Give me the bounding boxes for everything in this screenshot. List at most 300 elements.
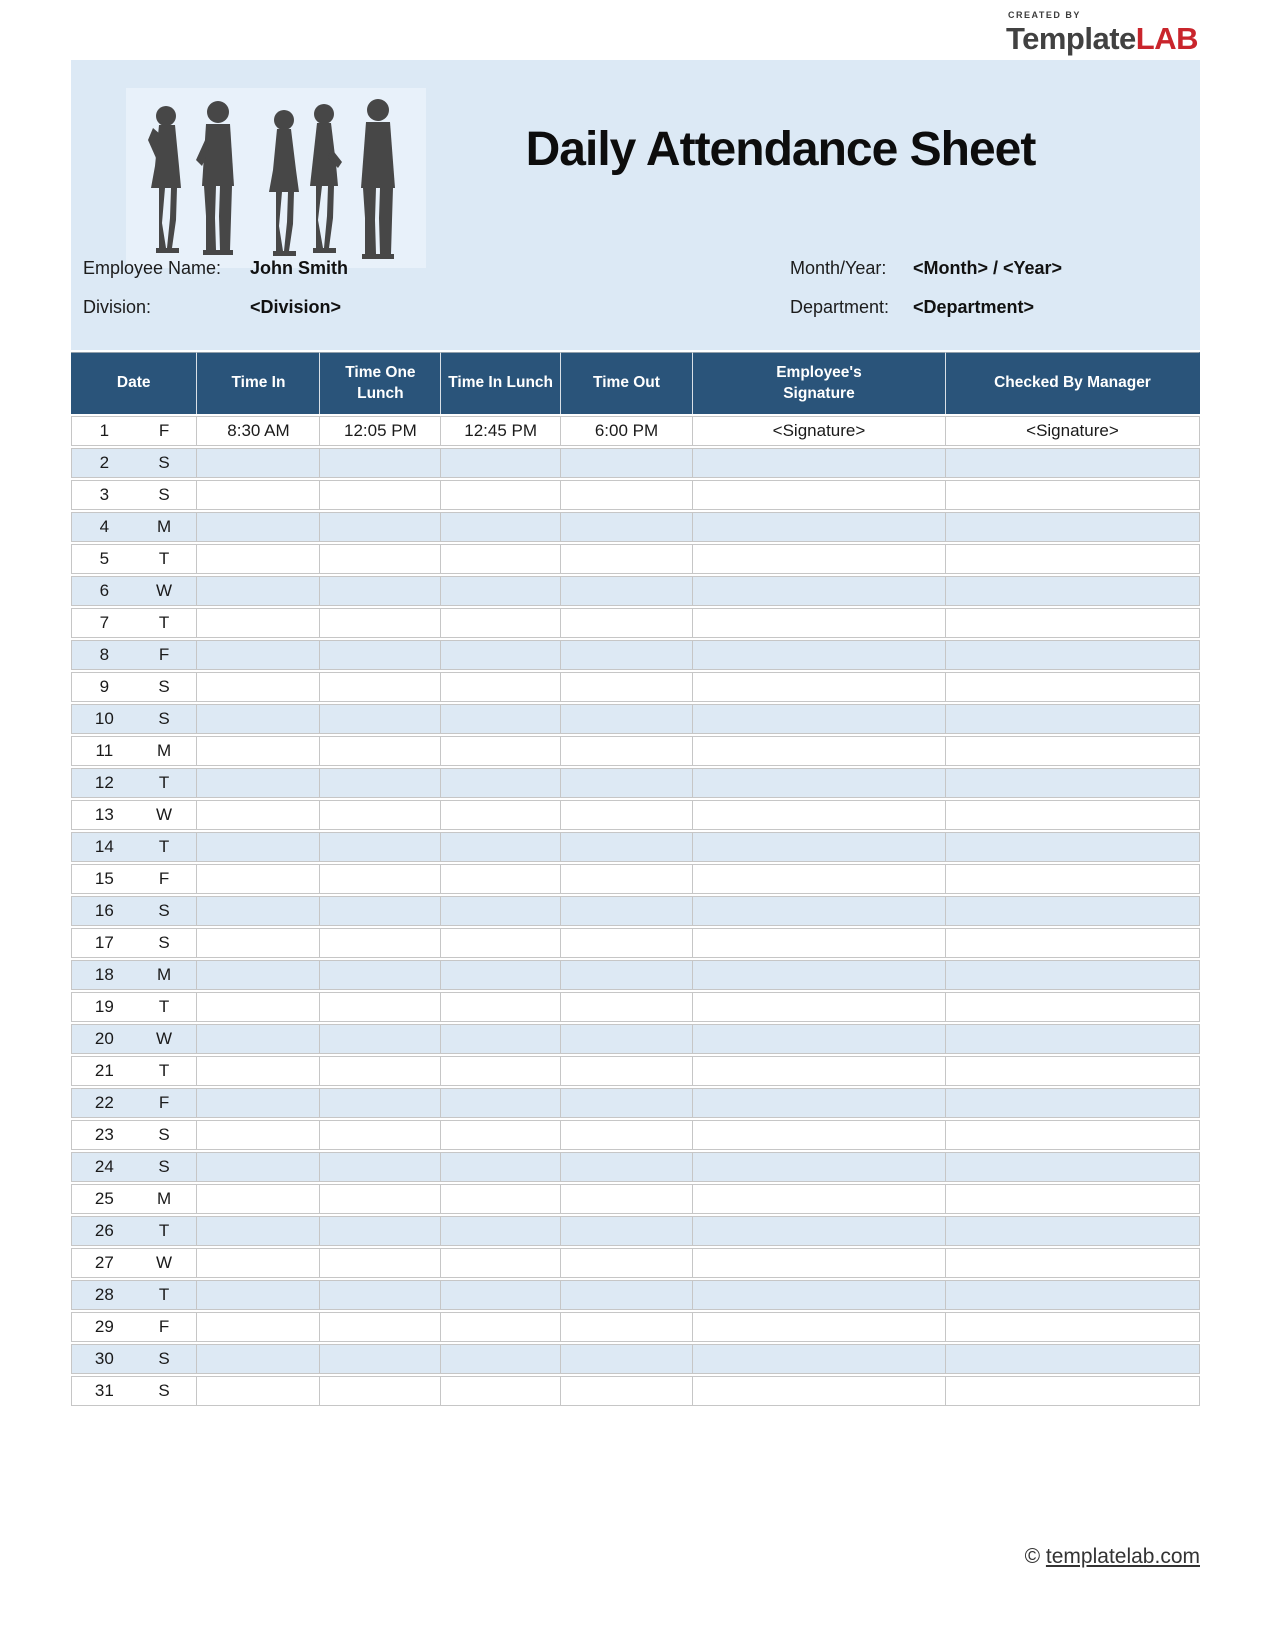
date-cell: [71, 416, 197, 446]
time-one-lunch-cell: [320, 864, 441, 894]
day-letter: T: [158, 549, 170, 568]
time-in-lunch-cell: [441, 448, 561, 478]
time-one-lunch-cell: [320, 480, 441, 510]
time-in-cell: [197, 544, 320, 574]
day-letter: M: [156, 965, 172, 984]
table-row: [71, 896, 1200, 926]
table-row: [71, 736, 1200, 766]
time-out-cell: [561, 832, 693, 862]
time-in-lunch-cell: [441, 1312, 561, 1342]
day-letter: S: [158, 933, 170, 952]
employee-signature-cell: [693, 448, 946, 478]
date-cell: [71, 1120, 197, 1150]
employee-signature-cell: [693, 800, 946, 830]
employee-signature-cell: [693, 672, 946, 702]
time-out-cell: [561, 992, 693, 1022]
employee-signature-cell: [693, 928, 946, 958]
template-lab-logo[interactable]: [1006, 10, 1198, 57]
employee-signature-cell: [693, 1280, 946, 1310]
day-number: 25: [94, 1189, 114, 1208]
employee-signature-cell: [693, 608, 946, 638]
time-out-cell: [561, 1184, 693, 1214]
day-letter: T: [158, 1061, 170, 1080]
day-number: 31: [94, 1381, 114, 1400]
day-letter: F: [158, 645, 170, 664]
time-in-lunch-cell: [441, 1376, 561, 1406]
time-one-lunch-cell: [320, 1248, 441, 1278]
day-number: 2: [99, 453, 110, 472]
date-cell: [71, 1056, 197, 1086]
day-number: 15: [94, 869, 114, 888]
day-number: 10: [94, 709, 114, 728]
checked-by-manager-cell: [946, 1376, 1200, 1406]
time-out-cell: [561, 448, 693, 478]
time-in-cell: [197, 480, 320, 510]
time-out-cell: [561, 1120, 693, 1150]
time-in-lunch-cell: [441, 1088, 561, 1118]
page-title: Daily Attendance Sheet: [525, 123, 1036, 176]
date-cell: [71, 768, 197, 798]
checked-by-manager-cell: [946, 1120, 1200, 1150]
header-band: [71, 60, 1200, 350]
time-in-cell: [197, 800, 320, 830]
time-out-cell: [561, 576, 693, 606]
table-row: [71, 1344, 1200, 1374]
time-in-lunch-cell: [441, 832, 561, 862]
time-in-lunch-cell: [441, 1216, 561, 1246]
col-header-time-out: Time Out: [561, 352, 693, 414]
time-one-lunch-cell: [320, 896, 441, 926]
day-letter: T: [158, 1221, 170, 1240]
date-cell: [71, 672, 197, 702]
table-row: [71, 640, 1200, 670]
employee-signature-cell: [693, 1184, 946, 1214]
employee-signature-cell: [693, 1152, 946, 1182]
day-letter: M: [156, 1189, 172, 1208]
checked-by-manager-cell: [946, 1344, 1200, 1374]
checked-by-manager-cell: [946, 1280, 1200, 1310]
day-letter: S: [158, 1157, 170, 1176]
templatelab-link[interactable]: templatelab.com: [1045, 1545, 1200, 1568]
time-out-cell: [561, 1152, 693, 1182]
time-out-cell: [561, 1024, 693, 1054]
checked-by-manager-cell: [946, 640, 1200, 670]
date-cell: [71, 512, 197, 542]
table-header-row: [71, 352, 1200, 414]
time-one-lunch-cell: [320, 1088, 441, 1118]
time-one-lunch-cell: [320, 1216, 441, 1246]
checked-by-manager-cell: [946, 1248, 1200, 1278]
time-in-cell: [197, 1088, 320, 1118]
col-header-checked-by-manager: Checked By Manager: [946, 352, 1200, 414]
day-letter: S: [158, 677, 170, 696]
day-number: 4: [99, 517, 110, 536]
time-in-cell: [197, 640, 320, 670]
table-row: [71, 544, 1200, 574]
table-row: [71, 480, 1200, 510]
checked-by-manager-cell: [946, 1216, 1200, 1246]
day-number: 26: [94, 1221, 114, 1240]
time-in-lunch-cell: 12:45 PM: [441, 416, 561, 446]
day-number: 18: [94, 965, 114, 984]
day-number: 28: [94, 1285, 114, 1304]
table-row: [71, 960, 1200, 990]
day-letter: S: [158, 709, 170, 728]
day-letter: S: [158, 453, 170, 472]
day-number: 24: [94, 1157, 114, 1176]
employee-signature-cell: [693, 480, 946, 510]
time-out-cell: [561, 1088, 693, 1118]
time-in-cell: [197, 768, 320, 798]
time-out-cell: [561, 1248, 693, 1278]
checked-by-manager-cell: [946, 1184, 1200, 1214]
time-one-lunch-cell: [320, 640, 441, 670]
time-in-lunch-cell: [441, 704, 561, 734]
date-cell: [71, 1216, 197, 1246]
day-number: 19: [94, 997, 114, 1016]
time-in-cell: [197, 1344, 320, 1374]
time-in-lunch-cell: [441, 1344, 561, 1374]
department-label: Department:: [790, 297, 890, 317]
time-out-cell: [561, 704, 693, 734]
employee-signature-cell: [693, 1056, 946, 1086]
day-number: 8: [99, 645, 110, 664]
day-number: 23: [94, 1125, 114, 1144]
time-one-lunch-cell: 12:05 PM: [320, 416, 441, 446]
employee-signature-cell: [693, 1088, 946, 1118]
date-cell: [71, 1248, 197, 1278]
table-row: [71, 1120, 1200, 1150]
time-one-lunch-cell: [320, 1280, 441, 1310]
table-row: [71, 768, 1200, 798]
month-year-value: <Month> / <Year>: [913, 258, 1063, 278]
time-out-cell: [561, 1280, 693, 1310]
checked-by-manager-cell: [946, 480, 1200, 510]
time-in-cell: [197, 1184, 320, 1214]
table-row: [71, 992, 1200, 1022]
time-in-lunch-cell: [441, 1056, 561, 1086]
day-letter: W: [156, 1029, 173, 1048]
day-letter: F: [158, 1093, 170, 1112]
employee-signature-cell: [693, 1312, 946, 1342]
brand-lab-text: LAB: [1135, 21, 1198, 56]
checked-by-manager-cell: [946, 832, 1200, 862]
time-in-lunch-cell: [441, 800, 561, 830]
time-one-lunch-cell: [320, 1184, 441, 1214]
day-letter: F: [158, 1317, 170, 1336]
col-header-time-in: Time In: [197, 352, 320, 414]
checked-by-manager-cell: [946, 672, 1200, 702]
col-header-employee-signature: Employee's Signature: [693, 352, 946, 414]
employee-signature-cell: [693, 512, 946, 542]
employee-signature-cell: [693, 1376, 946, 1406]
time-out-cell: [561, 896, 693, 926]
time-out-cell: [561, 768, 693, 798]
day-number: 21: [94, 1061, 114, 1080]
business-people-silhouettes-image: [126, 88, 426, 268]
date-cell: [71, 960, 197, 990]
day-letter: T: [158, 1285, 170, 1304]
time-out-cell: [561, 1312, 693, 1342]
employee-signature-cell: [693, 704, 946, 734]
day-letter: T: [158, 997, 170, 1016]
day-letter: S: [158, 1381, 170, 1400]
day-letter: T: [158, 837, 170, 856]
date-cell: [71, 864, 197, 894]
day-number: 1: [99, 421, 110, 440]
employee-info-section: [83, 258, 1188, 318]
day-number: 29: [94, 1317, 114, 1336]
checked-by-manager-cell: [946, 1056, 1200, 1086]
time-in-cell: [197, 960, 320, 990]
time-in-cell: [197, 928, 320, 958]
day-number: 14: [94, 837, 114, 856]
checked-by-manager-cell: [946, 864, 1200, 894]
employee-name-value: John Smith: [250, 258, 348, 278]
time-in-lunch-cell: [441, 928, 561, 958]
time-in-lunch-cell: [441, 1152, 561, 1182]
time-in-cell: [197, 736, 320, 766]
time-one-lunch-cell: [320, 832, 441, 862]
checked-by-manager-cell: [946, 1088, 1200, 1118]
checked-by-manager-cell: [946, 544, 1200, 574]
time-in-cell: 8:30 AM: [197, 416, 320, 446]
checked-by-manager-cell: [946, 608, 1200, 638]
employee-signature-cell: [693, 1344, 946, 1374]
copyright-symbol: ©: [1024, 1545, 1041, 1568]
checked-by-manager-cell: [946, 736, 1200, 766]
time-in-lunch-cell: [441, 1248, 561, 1278]
table-row: [71, 608, 1200, 638]
date-cell: [71, 736, 197, 766]
employee-signature-cell: [693, 896, 946, 926]
time-in-cell: [197, 832, 320, 862]
division-label: Division:: [83, 297, 152, 317]
day-letter: T: [158, 613, 170, 632]
employee-signature-cell: [693, 544, 946, 574]
table-row: [71, 416, 1200, 446]
time-out-cell: [561, 672, 693, 702]
employee-signature-cell: [693, 992, 946, 1022]
col-header-time-one-lunch: Time One Lunch: [320, 352, 441, 414]
date-cell: [71, 704, 197, 734]
division-value: <Division>: [250, 297, 342, 317]
date-cell: [71, 832, 197, 862]
time-in-cell: [197, 1312, 320, 1342]
table-row: [71, 1312, 1200, 1342]
time-out-cell: [561, 1216, 693, 1246]
time-in-lunch-cell: [441, 992, 561, 1022]
table-row: [71, 1088, 1200, 1118]
time-out-cell: [561, 544, 693, 574]
day-letter: S: [158, 485, 170, 504]
table-row: [71, 1280, 1200, 1310]
day-number: 5: [99, 549, 110, 568]
date-cell: [71, 1088, 197, 1118]
time-one-lunch-cell: [320, 992, 441, 1022]
time-in-cell: [197, 1152, 320, 1182]
date-cell: [71, 1312, 197, 1342]
day-letter: F: [158, 869, 170, 888]
date-cell: [71, 1024, 197, 1054]
time-in-cell: [197, 512, 320, 542]
table-row: [71, 1152, 1200, 1182]
day-letter: W: [156, 1253, 173, 1272]
table-row: [71, 928, 1200, 958]
date-cell: [71, 640, 197, 670]
day-number: 12: [94, 773, 114, 792]
brand-wordmark: [1006, 21, 1198, 56]
time-in-cell: [197, 1024, 320, 1054]
time-in-lunch-cell: [441, 1184, 561, 1214]
time-in-lunch-cell: [441, 608, 561, 638]
checked-by-manager-cell: [946, 448, 1200, 478]
table-row: [71, 1056, 1200, 1086]
time-in-cell: [197, 992, 320, 1022]
table-row: [71, 832, 1200, 862]
table-row: [71, 576, 1200, 606]
time-out-cell: [561, 1376, 693, 1406]
time-in-cell: [197, 576, 320, 606]
attendance-table-body: [71, 416, 1200, 1406]
time-one-lunch-cell: [320, 576, 441, 606]
time-in-cell: [197, 1120, 320, 1150]
checked-by-manager-cell: <Signature>: [946, 416, 1200, 446]
time-in-lunch-cell: [441, 512, 561, 542]
attendance-sheet: [71, 350, 1200, 1408]
date-cell: [71, 1152, 197, 1182]
day-letter: S: [158, 1125, 170, 1144]
time-one-lunch-cell: [320, 1344, 441, 1374]
day-letter: W: [156, 581, 173, 600]
day-number: 9: [99, 677, 110, 696]
time-in-lunch-cell: [441, 896, 561, 926]
table-row: [71, 1184, 1200, 1214]
day-letter: M: [156, 741, 172, 760]
day-letter: F: [158, 421, 170, 440]
time-in-cell: [197, 448, 320, 478]
employee-signature-cell: <Signature>: [693, 416, 946, 446]
month-year-label: Month/Year:: [790, 258, 887, 278]
time-one-lunch-cell: [320, 800, 441, 830]
time-in-lunch-cell: [441, 736, 561, 766]
day-number: 20: [94, 1029, 114, 1048]
attendance-table: [71, 350, 1200, 1408]
time-one-lunch-cell: [320, 960, 441, 990]
employee-signature-cell: [693, 960, 946, 990]
date-cell: [71, 576, 197, 606]
time-one-lunch-cell: [320, 928, 441, 958]
day-letter: M: [156, 517, 172, 536]
day-letter: T: [158, 773, 170, 792]
day-number: 7: [99, 613, 110, 632]
time-one-lunch-cell: [320, 736, 441, 766]
table-row: [71, 672, 1200, 702]
table-row: [71, 704, 1200, 734]
time-one-lunch-cell: [320, 1312, 441, 1342]
date-cell: [71, 448, 197, 478]
time-in-cell: [197, 1280, 320, 1310]
time-out-cell: [561, 864, 693, 894]
time-in-cell: [197, 704, 320, 734]
employee-signature-cell: [693, 1120, 946, 1150]
table-row: [71, 1248, 1200, 1278]
employee-name-label: Employee Name:: [83, 258, 222, 278]
checked-by-manager-cell: [946, 800, 1200, 830]
date-cell: [71, 992, 197, 1022]
date-cell: [71, 608, 197, 638]
table-row: [71, 512, 1200, 542]
day-number: 16: [94, 901, 114, 920]
checked-by-manager-cell: [946, 768, 1200, 798]
time-in-cell: [197, 608, 320, 638]
time-out-cell: 6:00 PM: [561, 416, 693, 446]
employee-signature-cell: [693, 768, 946, 798]
time-one-lunch-cell: [320, 704, 441, 734]
table-row: [71, 1216, 1200, 1246]
time-one-lunch-cell: [320, 672, 441, 702]
time-out-cell: [561, 512, 693, 542]
checked-by-manager-cell: [946, 512, 1200, 542]
employee-signature-cell: [693, 736, 946, 766]
date-cell: [71, 480, 197, 510]
time-in-lunch-cell: [441, 480, 561, 510]
time-out-cell: [561, 1344, 693, 1374]
date-cell: [71, 928, 197, 958]
time-in-lunch-cell: [441, 544, 561, 574]
day-letter: S: [158, 901, 170, 920]
checked-by-manager-cell: [946, 928, 1200, 958]
day-number: 3: [99, 485, 110, 504]
date-cell: [71, 1280, 197, 1310]
time-in-lunch-cell: [441, 768, 561, 798]
day-number: 13: [94, 805, 114, 824]
time-in-lunch-cell: [441, 1280, 561, 1310]
checked-by-manager-cell: [946, 704, 1200, 734]
employee-signature-cell: [693, 1024, 946, 1054]
employee-signature-cell: [693, 864, 946, 894]
brand-template-text: Template: [1005, 21, 1136, 56]
time-one-lunch-cell: [320, 1120, 441, 1150]
time-in-lunch-cell: [441, 576, 561, 606]
col-header-time-in-lunch: Time In Lunch: [441, 352, 561, 414]
checked-by-manager-cell: [946, 960, 1200, 990]
time-in-cell: [197, 896, 320, 926]
time-out-cell: [561, 640, 693, 670]
time-in-lunch-cell: [441, 864, 561, 894]
time-out-cell: [561, 960, 693, 990]
time-one-lunch-cell: [320, 608, 441, 638]
table-row: [71, 800, 1200, 830]
day-letter: W: [156, 805, 173, 824]
time-one-lunch-cell: [320, 544, 441, 574]
time-in-cell: [197, 1056, 320, 1086]
checked-by-manager-cell: [946, 1024, 1200, 1054]
table-row: [71, 864, 1200, 894]
time-out-cell: [561, 1056, 693, 1086]
day-number: 11: [95, 741, 114, 760]
time-in-cell: [197, 1376, 320, 1406]
time-out-cell: [561, 608, 693, 638]
checked-by-manager-cell: [946, 1312, 1200, 1342]
checked-by-manager-cell: [946, 1152, 1200, 1182]
time-in-cell: [197, 672, 320, 702]
checked-by-manager-cell: [946, 896, 1200, 926]
people-silhouettes-graphic: [126, 88, 426, 268]
department-value: <Department>: [913, 297, 1035, 317]
time-out-cell: [561, 480, 693, 510]
day-number: 30: [94, 1349, 114, 1368]
